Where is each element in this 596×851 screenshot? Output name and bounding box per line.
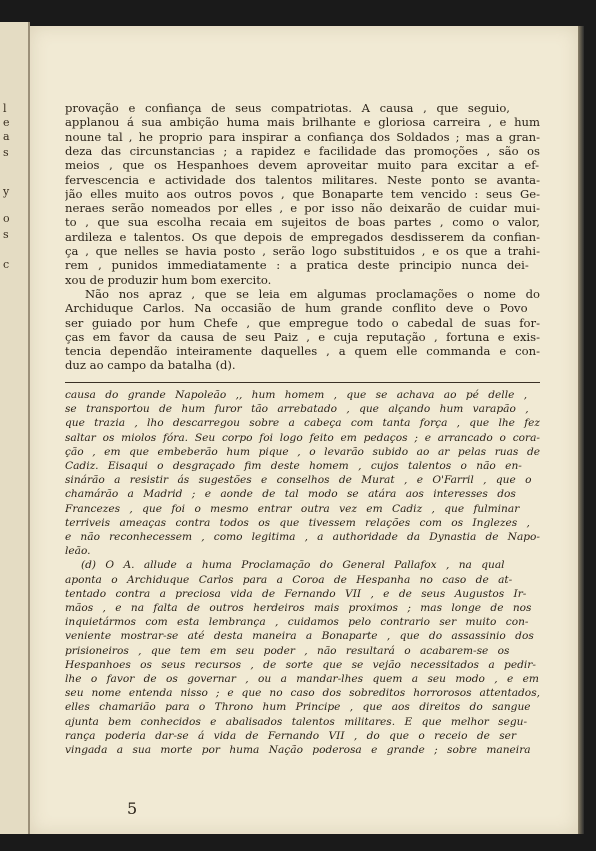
footnote-line: terriveis ameaças contra todos os que tivessem relações com os Inglezes , bbox=[65, 516, 530, 529]
text-line: Não nos apraz , que se leia em algumas proclamações o nome do bbox=[85, 287, 540, 301]
text-line: ça , que nelles se havia posto , serão logo substituidos , e os que a trahi- bbox=[65, 245, 540, 258]
footnote-line: lhe o favor de os governar , ou a mandar-lhes quem a seu modo , e em bbox=[65, 673, 539, 685]
footnote-line: Cadiz. Eisaqui o desgraçado fim deste homem , cujos talentos o não en- bbox=[65, 460, 522, 472]
footnote-line: vingada a sua morte por huma Nação poderosa e grande ; sobre maneira bbox=[65, 744, 531, 756]
text-line: tencia dependão inteiramente daquelles , a quem elle commanda e con- bbox=[65, 345, 540, 359]
footnote-line: prisioneiros , que tem em seu poder , não resultará o acabarem-se os bbox=[65, 644, 510, 657]
facing-page-letter: a bbox=[3, 130, 10, 143]
footnote-line: Hespanhoes os seus recursos , de sorte que se vejão necessitados a pedir- bbox=[65, 658, 536, 671]
footnote-line: elles chamarião para o Throno hum Principe , que aos direitos do sangue bbox=[65, 701, 531, 714]
footnote-line: causa do grande Napoleão ,, hum homem , que se achava ao pé delle , bbox=[65, 389, 528, 401]
footnote-line: saltar os miolos fóra. Seu corpo foi logo feito em pedaços ; e arrancado o cora- bbox=[65, 431, 540, 444]
footnote-line: ção , em que embeberão hum pique , o levarão subido ao ar pelas ruas de bbox=[65, 445, 540, 458]
text-line: meios , que os Hespanhoes devem aproveitar muito para excitar a ef- bbox=[65, 159, 540, 173]
text-line: duz ao campo da batalha (d). bbox=[65, 359, 236, 373]
page-edge-shadow bbox=[578, 26, 584, 834]
footnote-line: seu nome entenda nisso ; e que no caso dos sobreditos horrorosos attentados, bbox=[65, 687, 540, 700]
text-line: applanou á sua ambição huma mais brilhante e gloriosa carreira , e hum bbox=[65, 116, 540, 130]
facing-page-letter: e bbox=[3, 116, 10, 129]
footnote-line: Francezes , que foi o mesmo entrar outra vez em Cadiz , que fulminar bbox=[65, 502, 520, 515]
text-line: ser guiado por hum Chefe , que empregue todo o cabedal de suas for- bbox=[65, 316, 540, 330]
footnote-line: veniente mostrar-se até desta maneira a Bonaparte , que do assassinio dos bbox=[65, 630, 534, 643]
footnote-line: se transportou de hum furor tão arrebatado , que alçando hum varapão , bbox=[65, 403, 529, 416]
text-line: Archiduque Carlos. Na occasião de hum grande conflito deve o Povo bbox=[65, 302, 528, 316]
footnote-rule bbox=[65, 382, 540, 383]
text-line: deza das circunstancias ; a rapidez e facilidade das promoções , são os bbox=[65, 144, 540, 158]
page-number: 5 bbox=[127, 799, 138, 818]
text-line: neraes serão nomeados por elles , e por isso não deixarão de cuidar mui- bbox=[65, 202, 540, 216]
facing-page-letter: c bbox=[3, 258, 10, 271]
text-line: ardileza e talentos. Os que depois de empregados desdisserem da confian- bbox=[65, 230, 540, 244]
footnote-line: inquietármos com esta lembrança , cuidamos pelo contrario ser muito con- bbox=[65, 616, 529, 629]
footnote-line: ajunta bem conhecidos e abalisados talentos militares. E que melhor segu- bbox=[65, 715, 528, 728]
text-line: to , que sua escolha recaia em sujeitos de boas partes , como o valor, bbox=[65, 216, 540, 230]
footnote-line: chamárão a Madrid ; e aonde de tal modo se atára aos interesses dos bbox=[65, 488, 516, 501]
text-line: noune tal , he proprio para inspirar a confiança dos Soldados ; mas a gran- bbox=[65, 130, 540, 144]
text-line: ças em favor da causa de seu Paiz , e cuja reputação , fortuna e exis- bbox=[65, 330, 540, 344]
footnote-line: e não reconhecessem , como legitima , a authoridade da Dynastia de Napo- bbox=[65, 531, 540, 543]
text-line: jão elles muito aos outros povos , que Bonaparte tem vencido : seus Ge- bbox=[65, 187, 540, 201]
book-page bbox=[30, 26, 578, 834]
facing-page-letter: s bbox=[3, 228, 9, 241]
text-line: rem , punidos immediatamente : a pratica deste principio nunca dei- bbox=[65, 259, 529, 273]
footnote-line: que trazia , lho descarregou sobre a cabeça com tanta força , que lhe fez bbox=[65, 417, 540, 430]
text-line: xou de produzir hum bom exercito. bbox=[65, 273, 272, 287]
facing-page-letter: l bbox=[3, 102, 7, 115]
footnote-line: (d) O A. allude a huma Proclamação do General Pallafox , na qual bbox=[81, 559, 505, 572]
text-line: fervescencia e actividade dos talentos militares. Neste ponto se avanta- bbox=[65, 173, 540, 187]
footnote-line: sinárão a resistir ás sugestões e conselhos de Murat , e O'Farril , que o bbox=[65, 474, 532, 487]
text-line: provação e confiança de seus compatriotas. A causa , que seguio, bbox=[65, 102, 510, 115]
facing-page-letter: s bbox=[3, 146, 9, 159]
facing-page-letter: y bbox=[3, 185, 10, 198]
footnote-line: rança poderia dar-se á vida de Fernando VII , do que o receio de ser bbox=[65, 729, 517, 742]
footnote-line: leão. bbox=[65, 545, 91, 558]
facing-page-edge bbox=[0, 22, 30, 834]
footnote-line: tentado contra a preciosa vida de Fernando VII , e de seus Augustos Ir- bbox=[65, 587, 527, 600]
facing-page-letter: o bbox=[3, 212, 10, 225]
footnote-line: mãos , e na falta de outros herdeiros mais proximos ; mas longe de nos bbox=[65, 602, 532, 614]
footnote-line: aponta o Archiduque Carlos para a Coroa de Hespanha no caso de at- bbox=[65, 573, 513, 586]
